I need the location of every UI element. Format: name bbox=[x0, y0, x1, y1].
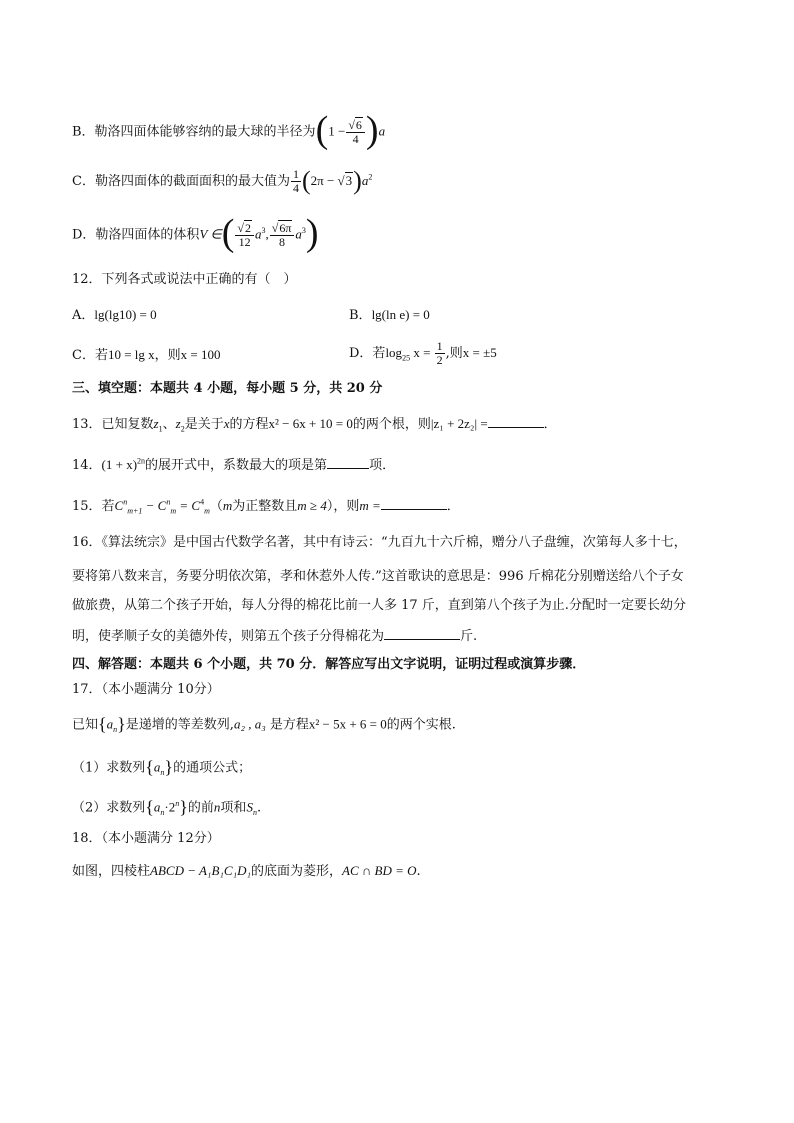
option-b: B．勒洛四面体能够容纳的最大球的半径为(1 − $\frac{√6}{4}$ )a bbox=[72, 109, 386, 151]
option-d-fraction-2: $\frac{√6\pi}{8}$ bbox=[270, 222, 295, 249]
q18-stem: 如图，四棱柱ABCD − A₁B₁C₁D₁的底面为菱形，AC ∩ BD = O. bbox=[72, 863, 421, 879]
q14-answer-blank[interactable] bbox=[327, 454, 369, 469]
q14: 14．$(1 + x)^{2n}$的展开式中，系数最大的项是第 项． bbox=[72, 454, 395, 476]
option-b-fraction: $\frac{√6}{4}$ bbox=[346, 119, 365, 146]
q13: 13．已知复数$z_1$、$z_2$是关于x的方程x² − 6x + 10 = 0的两个根，则|z₁ + 2z₂| = ． bbox=[72, 413, 557, 435]
option-b-a: a bbox=[378, 123, 386, 139]
option-d: D．勒洛四面体的体积V ∈( $\frac{√2}{12}$ $a^3$, $\frac{√6\pi}{8}$ $a^3$) bbox=[72, 212, 319, 254]
q12-option-a: A．lg(lg10) = 0 bbox=[72, 307, 157, 323]
q12-option-d: D．若$\log_{25} x$ = $\frac{1}{2}$ ,则x = ±5 bbox=[349, 339, 497, 367]
q17-stem: 已知$\{a_n\}$是递增的等差数列,a₂ , a₃ 是方程x² − 5x + 6 = 0的两个实根. bbox=[72, 714, 456, 735]
option-c: C．勒洛四面体的截面面积的最大值为 $\frac{1}{4}$ $(2\pi - √3)a^2$ bbox=[72, 165, 373, 195]
option-c-fraction: $\frac{1}{4}$ bbox=[292, 167, 299, 195]
option-b-label: B．勒洛四面体能够容纳的最大球的半径为 bbox=[72, 124, 316, 140]
q15-answer-blank[interactable] bbox=[381, 495, 447, 510]
option-b-one-minus: 1 − bbox=[328, 123, 346, 139]
q17-heading: 17．（本小题满分 10分） bbox=[72, 682, 220, 697]
q12-option-b: B．lg(ln e) = 0 bbox=[349, 307, 430, 323]
q12-option-c: C．若10 = lg x，则x = 100 bbox=[72, 347, 221, 363]
q16-line-2: 要将第八数来言，务要分明依次第，孝和休惹外人传.”这首歌诀的意思是：996 斤棉花分别赠送给八个子女 bbox=[72, 569, 684, 584]
option-c-label: C．勒洛四面体的截面面积的最大值为 bbox=[72, 174, 290, 189]
q16-answer-blank[interactable] bbox=[384, 625, 460, 640]
option-d-fraction-1: $\frac{√2}{12}$ bbox=[235, 222, 254, 249]
q12-d-fraction: $\frac{1}{2}$ bbox=[436, 339, 443, 367]
q17-part-1: （1）求数列$\{a_n\}$的通项公式； bbox=[72, 757, 252, 778]
q17-part-2: （2）求数列$\{a_n\cdot 2^n\}$的前n项和$S_n$. bbox=[72, 797, 262, 818]
q13-answer-blank[interactable] bbox=[488, 413, 544, 428]
section-4-heading: 四、解答题：本题共 6 个小题，共 70 分．解答应写出文字说明，证明过程或演算步骤． bbox=[72, 657, 586, 672]
q16-line-1: 16．《算法统宗》是中国古代数学名著，其中有诗云：“九百九十六斤棉，赠分八子盘缠，次第每人多十七， bbox=[72, 535, 687, 550]
section-3-heading: 三、填空题：本题共 4 小题，每小题 5 分，共 20 分 bbox=[72, 381, 383, 396]
q18-heading: 18．（本小题满分 12分） bbox=[72, 831, 220, 846]
q12-stem: 12．下列各式或说法中正确的有（ ） bbox=[72, 272, 297, 287]
q16-line-4: 明，使孝顺子女的美德外传，则第五个孩子分得棉花为 斤. bbox=[72, 625, 477, 647]
option-d-label: D．勒洛四面体的体积 bbox=[72, 227, 200, 243]
q15: 15．若$C^n_{m+1} - C^n_m = C^4_m(m$为正整数且m ≥ 4），则m = ． bbox=[72, 495, 460, 517]
q16-line-3: 做旅费，从第二个孩子开始，每人分得的棉花比前一人多 17 斤，直到第八个孩子为止.分配时一定要长幼分 bbox=[72, 598, 686, 613]
